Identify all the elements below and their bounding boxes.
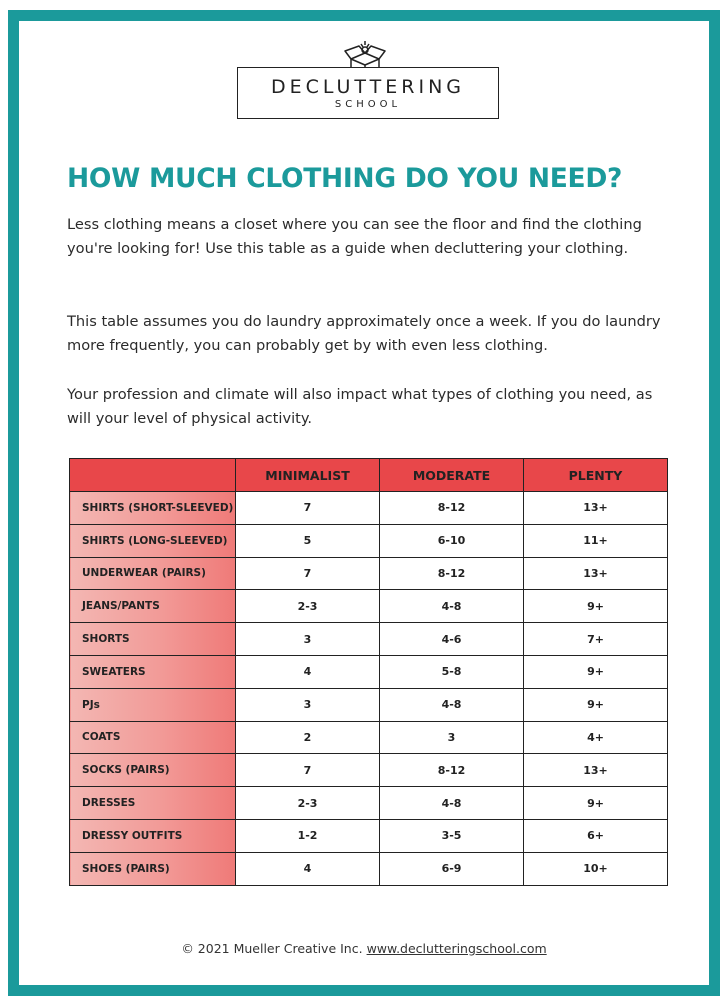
minimalist-cell: 1-2	[236, 819, 380, 852]
table-header-row	[70, 459, 668, 492]
logo-wordmark	[237, 67, 499, 119]
moderate-cell: 6-10	[380, 524, 524, 557]
header-category	[70, 459, 236, 492]
copyright-text: © 2021 Mueller Creative Inc.	[181, 941, 363, 956]
intro-paragraph: Less clothing means a closet where you can see the floor and find the clothing you're looking for! Use this table as a guide when decluttering your clothing.	[67, 216, 642, 257]
table-row	[70, 819, 668, 852]
plenty-cell: 13+	[524, 754, 668, 787]
header-moderate: MODERATE	[380, 459, 524, 492]
row-category: SWEATERS	[70, 655, 236, 688]
header-minimalist: MINIMALIST	[236, 459, 380, 492]
table-row	[70, 852, 668, 885]
plenty-cell: 13+	[524, 557, 668, 590]
plenty-cell: 13+	[524, 492, 668, 525]
clothing-table	[69, 458, 668, 886]
table-row	[70, 787, 668, 820]
moderate-cell: 4-8	[380, 590, 524, 623]
table-row	[70, 492, 668, 525]
plenty-cell: 9+	[524, 655, 668, 688]
profession-paragraph: Your profession and climate will also impact what types of clothing you need, as will your level of physical activity.	[67, 386, 653, 427]
moderate-cell: 5-8	[380, 655, 524, 688]
row-category: COATS	[70, 721, 236, 754]
website-link[interactable]: www.declutteringschool.com	[366, 941, 547, 956]
row-category: SOCKS (PAIRS)	[70, 754, 236, 787]
page-frame	[8, 10, 720, 996]
minimalist-cell: 2-3	[236, 590, 380, 623]
logo	[19, 21, 709, 141]
plenty-cell: 6+	[524, 819, 668, 852]
minimalist-cell: 7	[236, 754, 380, 787]
row-category: PJs	[70, 688, 236, 721]
row-category: JEANS/PANTS	[70, 590, 236, 623]
minimalist-cell: 3	[236, 623, 380, 656]
plenty-cell: 4+	[524, 721, 668, 754]
minimalist-cell: 5	[236, 524, 380, 557]
plenty-cell: 9+	[524, 787, 668, 820]
moderate-cell: 4-8	[380, 688, 524, 721]
row-category: SHIRTS (SHORT-SLEEVED)	[70, 492, 236, 525]
row-category: UNDERWEAR (PAIRS)	[70, 557, 236, 590]
moderate-cell: 3	[380, 721, 524, 754]
moderate-cell: 8-12	[380, 754, 524, 787]
minimalist-cell: 7	[236, 492, 380, 525]
plenty-cell: 11+	[524, 524, 668, 557]
moderate-cell: 3-5	[380, 819, 524, 852]
plenty-cell: 10+	[524, 852, 668, 885]
row-category: SHOES (PAIRS)	[70, 852, 236, 885]
moderate-cell: 4-6	[380, 623, 524, 656]
minimalist-cell: 3	[236, 688, 380, 721]
table-row	[70, 524, 668, 557]
moderate-cell: 6-9	[380, 852, 524, 885]
header-plenty: PLENTY	[524, 459, 668, 492]
logo-sub-text: SCHOOL	[334, 99, 402, 110]
minimalist-cell: 2-3	[236, 787, 380, 820]
row-category: DRESSY OUTFITS	[70, 819, 236, 852]
plenty-cell: 9+	[524, 688, 668, 721]
table-row	[70, 754, 668, 787]
table-row	[70, 655, 668, 688]
page-title: HOW MUCH CLOTHING DO YOU NEED?	[67, 163, 623, 194]
row-category: SHIRTS (LONG-SLEEVED)	[70, 524, 236, 557]
table-row	[70, 688, 668, 721]
laundry-paragraph: This table assumes you do laundry approximately once a week. If you do laundry more frequently, you can probably get by with even less clothing.	[67, 313, 661, 354]
table-row	[70, 590, 668, 623]
plenty-cell: 9+	[524, 590, 668, 623]
moderate-cell: 4-8	[380, 787, 524, 820]
minimalist-cell: 4	[236, 852, 380, 885]
minimalist-cell: 7	[236, 557, 380, 590]
footer	[19, 941, 709, 956]
row-category: DRESSES	[70, 787, 236, 820]
plenty-cell: 7+	[524, 623, 668, 656]
moderate-cell: 8-12	[380, 557, 524, 590]
table-row	[70, 721, 668, 754]
logo-main-text: DECLUTTERING	[270, 76, 466, 98]
minimalist-cell: 2	[236, 721, 380, 754]
row-category: SHORTS	[70, 623, 236, 656]
table-row	[70, 557, 668, 590]
minimalist-cell: 4	[236, 655, 380, 688]
table-row	[70, 623, 668, 656]
moderate-cell: 8-12	[380, 492, 524, 525]
